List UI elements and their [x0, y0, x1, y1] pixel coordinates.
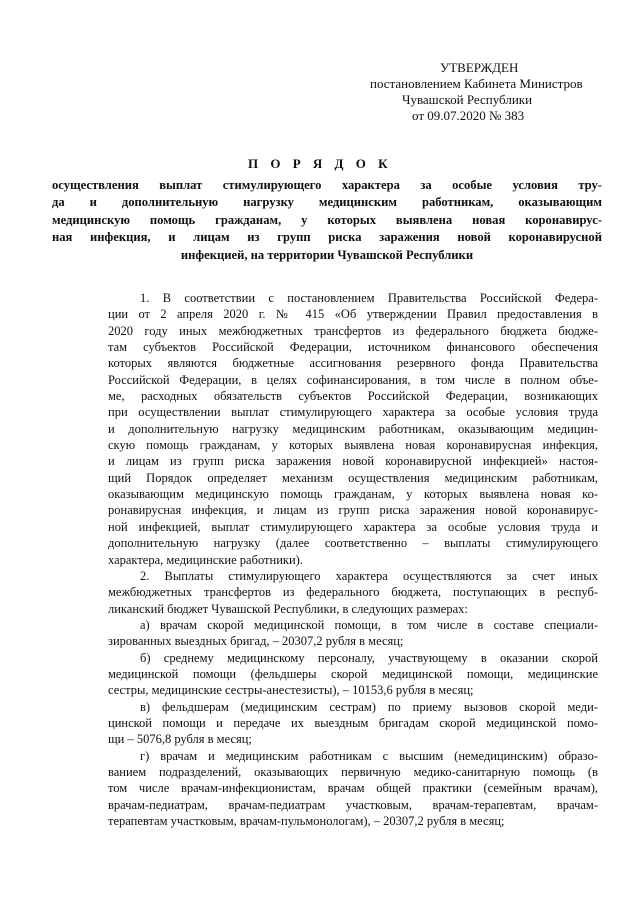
paragraph-1-line: там субъектов Российской Федерации, источником финансового обеспечения: [108, 340, 598, 355]
paragraph-1-line: ной инфекцией, выплат стимулирующего характера за особые условия труда и: [108, 519, 598, 534]
item-g-line: врачам-педиатрам, врачам-педиатрам участковым, врачам-терапевтам, врачам-: [108, 797, 598, 812]
paragraph-1-line: характера, медицинские работники).: [108, 552, 303, 567]
item-g-line: том числе врачам-инфекционистам, врачам общей практики (семейным врачам),: [108, 781, 598, 796]
item-v-line: щи – 5076,8 рубля в месяц;: [108, 732, 252, 747]
item-v-line: в) фельдшерам (медицинским сестрам) по приему вызовов скорой меди-: [140, 699, 598, 714]
item-a-line: а) врачам скорой медицинской помощи, в том числе в составе специали-: [140, 617, 598, 632]
paragraph-1-line: которых являются бюджетные ассигнования резервного фонда Правительства: [108, 356, 598, 371]
paragraph-2-line: 2. Выплаты стимулирующего характера осуществляются за счет иных: [140, 568, 598, 583]
document-title: П О Р Я Д О К: [247, 156, 393, 171]
item-g-line: ванием подразделений, оказывающих первичную медико-санитарную помощь (в: [108, 764, 598, 779]
paragraph-1-line: ции от 2 апреля 2020 г. № 415 «Об утверждении Правил предоставления в: [108, 307, 598, 322]
subtitle-line: да и дополнительную нагрузку медицинским работникам, оказывающим: [52, 195, 602, 210]
document-subtitle: [52, 177, 602, 264]
item-b-line: сестры, медицинские сестры-анестезисты), – 10153,6 рубля в месяц;: [108, 683, 474, 698]
approval-heading: УТВЕРЖДЕН: [440, 60, 519, 75]
item-v-line: цинской помощи и передаче их выездным бригадам скорой медицинской помо-: [108, 715, 598, 730]
approval-date-number: от 09.07.2020 № 383: [412, 108, 525, 123]
paragraph-1-line: дополнительную нагрузку (далее соответственно – выплаты стимулирующего: [108, 536, 598, 551]
item-b-line: б) среднему медицинскому персоналу, участвующему в оказании скорой: [140, 650, 598, 665]
paragraph-1-line: 2020 году иных межбюджетных трансфертов из федерального бюджета бюдже-: [108, 323, 598, 338]
subtitle-line: медицинскую помощь гражданам, у которых выявлена новая коронавирус-: [52, 212, 602, 227]
item-g-line: терапевтам участковым, врачам-пульмонологам), – 20307,2 рубля в месяц;: [108, 814, 505, 828]
document-body: [108, 290, 598, 829]
approval-republic: Чувашской Республики: [402, 92, 533, 107]
paragraph-1-line: Российской Федерации, в целях софинансирования, в том числе в полном объе-: [108, 372, 598, 387]
paragraph-1-line: скую помощь гражданам, у которых выявлена новая коронавирусная инфекция,: [108, 438, 598, 453]
paragraph-2-line: межбюджетных трансфертов из федерального бюджета, поступающих в респуб-: [108, 585, 598, 600]
paragraph-1-line: ме, расходных обязательств субъектов Российской Федерации, возникающих: [108, 389, 598, 404]
item-b-line: медицинской помощи (фельдшеры скорой медицинской помощи, медицинские: [108, 666, 598, 681]
subtitle-line: осуществления выплат стимулирующего характера за особые условия тру-: [52, 178, 602, 192]
paragraph-2-line: ликанский бюджет Чувашской Республики, в следующих размерах:: [108, 601, 468, 616]
paragraph-1-line: при осуществлении выплат стимулирующего характера за особые условия труда: [108, 405, 598, 420]
approval-issuer: постановлением Кабинета Министров: [370, 76, 583, 91]
paragraph-1-line: оказывающим медицинскую помощь гражданам, у которых выявлена новая ко-: [108, 487, 598, 502]
subtitle-line: ная инфекция, и лицам из групп риска заражения новой коронавирусной: [52, 230, 602, 245]
paragraph-1-line: и лицам из групп риска заражения новой коронавирусной инфекцией» настоя-: [108, 454, 598, 469]
item-a-line: зированных выездных бригад, – 20307,2 рубля в месяц;: [108, 634, 404, 649]
approval-stamp: [360, 60, 620, 124]
paragraph-1-line: ронавирусная инфекция, и лицам из групп риска заражения новой коронавирус-: [108, 503, 598, 518]
paragraph-1-line: и дополнительную нагрузку медицинским работникам, оказывающим медицин-: [108, 421, 598, 436]
paragraph-1-line: 1. В соответствии с постановлением Правительства Российской Федера-: [140, 291, 598, 305]
item-g-line: г) врачам и медицинским работникам с высшим (немедицинским) образо-: [140, 748, 598, 763]
paragraph-1-line: щий Порядок определяет механизм осуществления медицинским работникам,: [108, 470, 598, 485]
subtitle-line: инфекцией, на территории Чувашской Республики: [180, 247, 474, 262]
